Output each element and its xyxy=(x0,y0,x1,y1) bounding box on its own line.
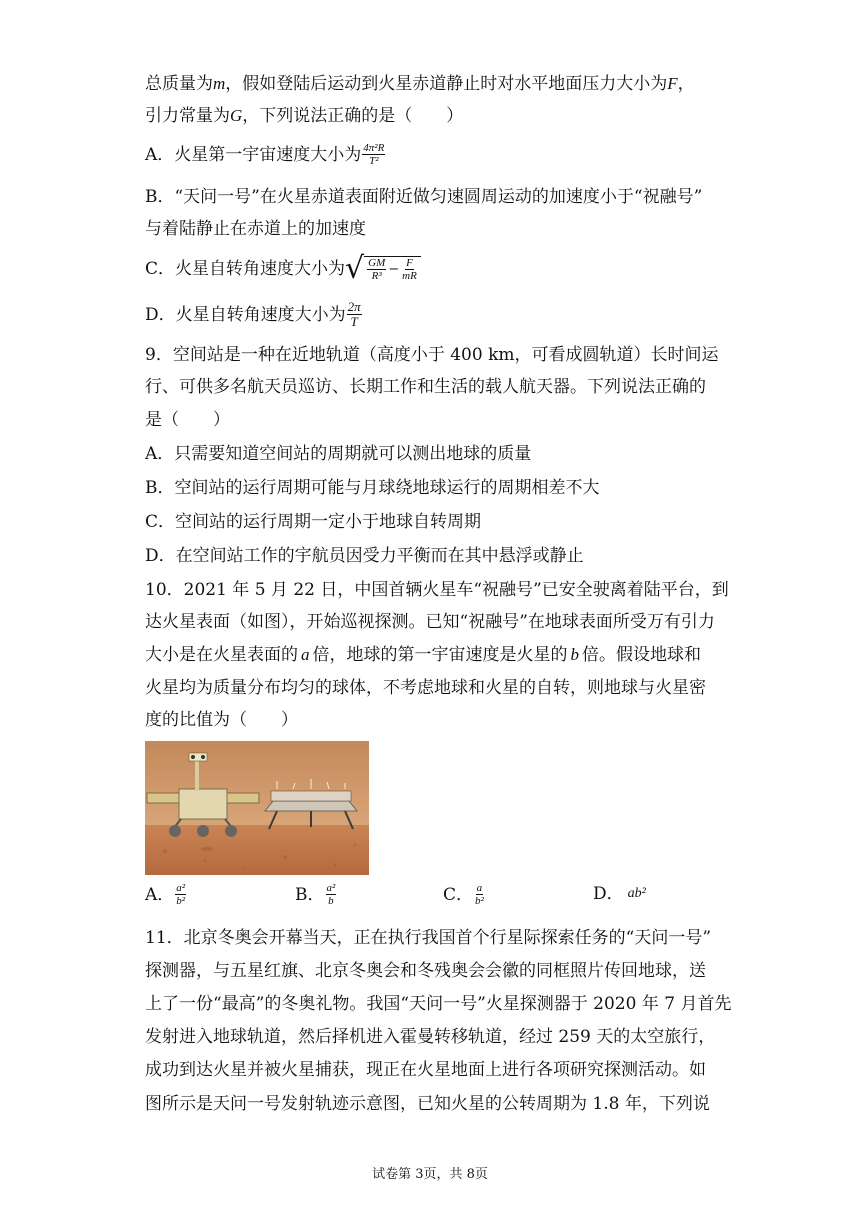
denominator: mR xyxy=(402,270,417,282)
option-label: D．火星自转角速度大小为 xyxy=(145,304,346,325)
q11-stem-line-6: 图所示是天问一号发射轨迹示意图，已知火星的公转周期为 1.8 年，下列说 xyxy=(145,1094,710,1114)
fraction xyxy=(401,257,418,282)
fraction xyxy=(367,257,386,282)
mars-rover-photo xyxy=(145,741,369,875)
denominator: b² xyxy=(475,895,484,907)
var-a: a xyxy=(301,645,310,664)
q8-option-b-line-1: B．“天问一号”在火星赤道表面附近做匀速圆周运动的加速度小于“祝融号” xyxy=(145,187,703,207)
minus-sign: − xyxy=(388,261,400,277)
option-label: C．火星自转角速度大小为 xyxy=(145,259,346,279)
text: 大小是在火星表面的 xyxy=(145,645,298,665)
numerator: 2π xyxy=(347,299,361,314)
q9-stem-line-1: 9．空间站是一种在近地轨道（高度小于 400 km，可看成圆轨道）长时间运 xyxy=(145,345,719,365)
text: 总质量为 xyxy=(145,74,213,94)
q10-stem-line-5: 度的比值为（ ） xyxy=(145,710,298,730)
var-G: G xyxy=(230,106,243,125)
radicand xyxy=(364,256,421,282)
fraction xyxy=(474,882,485,907)
q9-option-b: B．空间站的运行周期可能与月球绕地球运行的周期相差不大 xyxy=(145,478,600,498)
q8-stem-line-1 xyxy=(145,72,695,96)
option-label: B． xyxy=(295,884,325,905)
q10-stem-line-2: 达火星表面（如图），开始巡视探测。已知“祝融号”在地球表面所受万有引力 xyxy=(145,612,715,632)
numerator: F xyxy=(406,257,413,269)
mars-rover-illustration xyxy=(145,741,369,875)
q8-option-c xyxy=(145,251,421,286)
option-label: D． xyxy=(593,884,624,904)
denominator: R³ xyxy=(371,270,382,282)
fraction xyxy=(326,882,337,907)
radical-sign: √ xyxy=(345,251,365,286)
var-m: m xyxy=(213,74,226,93)
option-label: A． xyxy=(145,884,175,905)
option-label: C． xyxy=(443,884,474,905)
q9-stem-line-3: 是（ ） xyxy=(145,410,230,430)
var-b: b xyxy=(570,645,579,664)
q8-option-b-line-2: 与着陆静止在赤道上的加速度 xyxy=(145,219,366,239)
q10-option-c xyxy=(443,882,486,907)
q8-stem-line-2 xyxy=(145,104,463,128)
q9-option-c: C．空间站的运行周期一定小于地球自转周期 xyxy=(145,512,482,532)
q11-stem-line-4: 发射进入地球轨道，然后择机进入霍曼转移轨道，经过 259 天的太空旅行， xyxy=(145,1027,716,1047)
fraction xyxy=(175,882,186,907)
numerator: a² xyxy=(326,882,336,894)
denominator: b² xyxy=(176,895,186,907)
text: ，下列说法正确的是（ ） xyxy=(242,106,464,126)
numerator: a² xyxy=(176,882,186,894)
text: ，假如登陆后运动到火星赤道静止时对水平地面压力大小为 xyxy=(225,74,668,94)
text: 倍，地球的第一宇宙速度是火星的 xyxy=(312,645,568,665)
option-label: A．火星第一宇宙速度大小为 xyxy=(145,144,362,165)
q10-stem-line-1: 10．2021 年 5 月 22 日，中国首辆火星车“祝融号”已安全驶离着陆平台，到 xyxy=(145,580,729,600)
numerator: GM xyxy=(368,257,386,269)
q10-option-b xyxy=(295,882,337,907)
numerator: 4π²R xyxy=(363,142,385,154)
sqrt-expression xyxy=(345,251,421,286)
q9-stem-line-2: 行、可供多名航天员巡访、长期工作和生活的载人航天器。下列说法正确的 xyxy=(145,377,706,397)
q11-stem-line-3: 上了一份“最高”的冬奥礼物。我国“天问一号”火星探测器于 2020 年 7 月首先 xyxy=(145,994,732,1014)
denominator: T² xyxy=(369,155,379,167)
q9-option-d: D．在空间站工作的宇航员因受力平衡而在其中悬浮或静止 xyxy=(145,546,584,566)
q11-stem-line-1: 11．北京冬奥会开幕当天，正在执行我国首个行星际探索任务的“天问一号” xyxy=(145,928,712,948)
q10-option-d xyxy=(593,882,646,906)
q8-option-d xyxy=(145,300,363,329)
text: ， xyxy=(677,74,695,94)
q9-option-a: A．只需要知道空间站的周期就可以测出地球的质量 xyxy=(145,444,532,464)
q10-option-a xyxy=(145,882,187,907)
q10-stem-line-3 xyxy=(145,643,701,667)
page-footer: 试卷第 3页，共 8页 xyxy=(372,1167,488,1182)
var-F: F xyxy=(667,74,678,93)
expression: ab² xyxy=(627,886,646,901)
fraction xyxy=(362,142,385,167)
q11-stem-line-2: 探测器，与五星红旗、北京冬奥会和冬残奥会会徽的同框照片传回地球，送 xyxy=(145,961,706,981)
text: 倍。假设地球和 xyxy=(582,645,701,665)
q11-stem-line-5: 成功到达火星并被火星捕获，现正在火星地面上进行各项研究探测活动。如 xyxy=(145,1060,706,1080)
fraction xyxy=(347,300,362,329)
text: 引力常量为 xyxy=(145,106,230,126)
denominator: T xyxy=(350,314,358,329)
q10-stem-line-4: 火星均为质量分布均匀的球体，不考虑地球和火星的自转，则地球与火星密 xyxy=(145,678,706,698)
denominator: b xyxy=(328,895,334,907)
q8-option-a xyxy=(145,142,386,167)
numerator: a xyxy=(476,882,483,894)
